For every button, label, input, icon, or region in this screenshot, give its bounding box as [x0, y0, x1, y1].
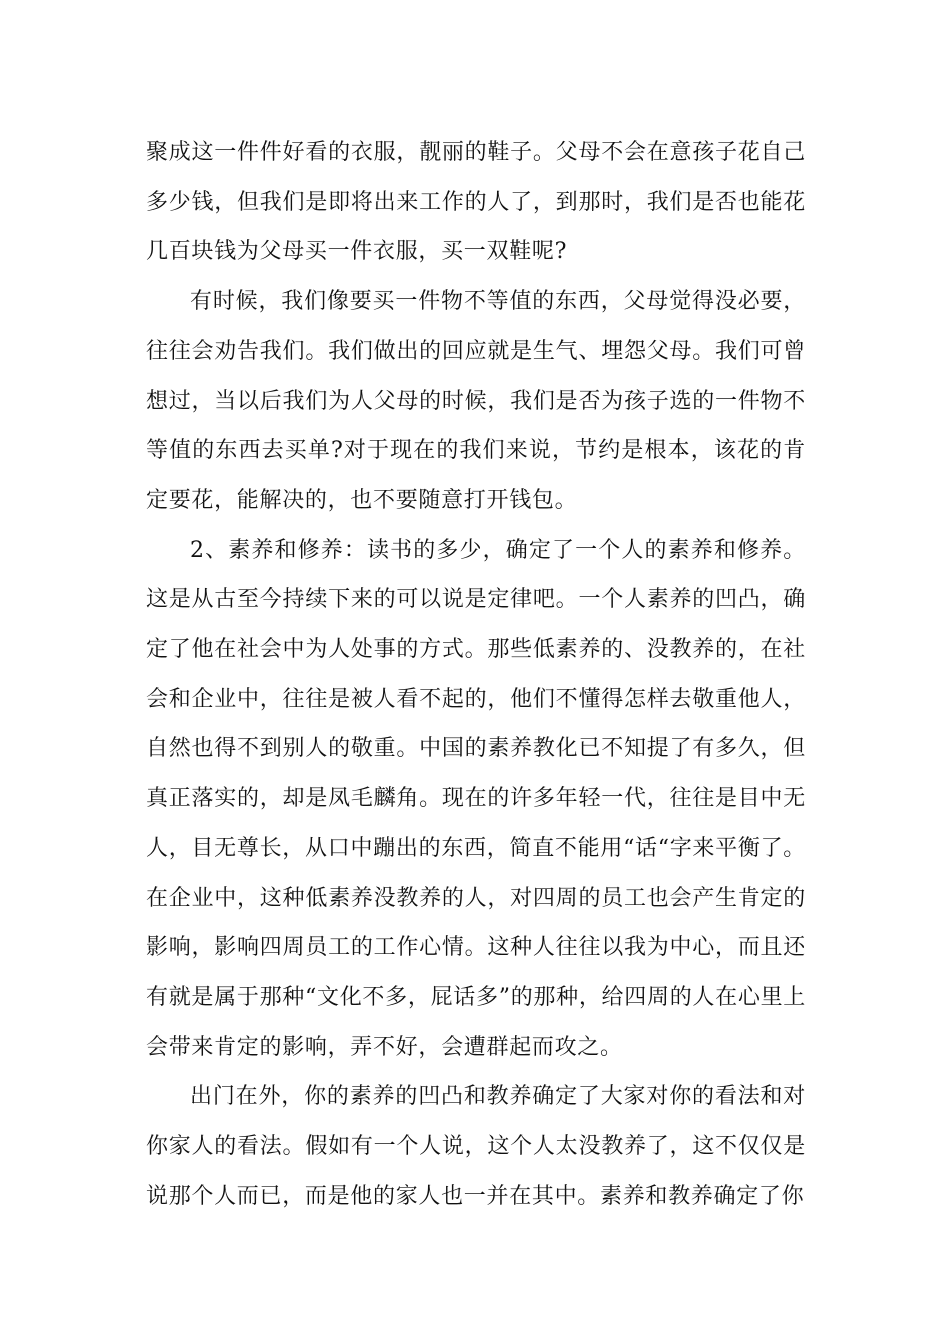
- paragraph-continued: 聚成这一件件好看的衣服，靓丽的鞋子。父母不会在意孩子花自己多少钱，但我们是即将出来工作的人了，到那时，我们是否也能花几百块钱为父母买一件衣服，买一双鞋呢?: [146, 140, 806, 265]
- document-body: [146, 128, 806, 1221]
- paragraph: 有时候，我们像要买一件物不等值的东西，父母觉得没必要，往往会劝告我们。我们做出的回应就是生气、埋怨父母。我们可曾想过，当以后我们为人父母的时候，我们是否为孩子选的一件物不等值的东西去买单?对于现在的我们来说，节约是根本，该花的肯定要花，能解决的，也不要随意打开钱包。: [146, 289, 806, 513]
- paragraph: 出门在外，你的素养的凹凸和教养确定了大家对你的看法和对你家人的看法。假如有一个人说，这个人太没教养了，这不仅仅是说那个人而已，而是他的家人也一并在其中。素养和教养确定了你: [146, 1084, 806, 1209]
- paragraph: 2、素养和修养：读书的多少，确定了一个人的素养和修养。这是从古至今持续下来的可以说是定律吧。一个人素养的凹凸，确定了他在社会中为人处事的方式。那些低素养的、没教养的，在社会和企业中，往往是被人看不起的，他们不懂得怎样去敬重他人，自然也得不到别人的敬重。中国的素养教化已不知提了有多久，但真正落实的，却是凤毛麟角。现在的许多年轻一代，往往是目中无人，目无尊长，从口中蹦出的东西，简直不能用“话“字来平衡了。在企业中，这种低素养没教养的人，对四周的员工也会产生肯定的影响，影响四周员工的工作心情。这种人往往以我为中心，而且还有就是属于那种“文化不多，屁话多”的那种，给四周的人在心里上会带来肯定的影响，弄不好，会遭群起而攻之。: [146, 537, 806, 1060]
